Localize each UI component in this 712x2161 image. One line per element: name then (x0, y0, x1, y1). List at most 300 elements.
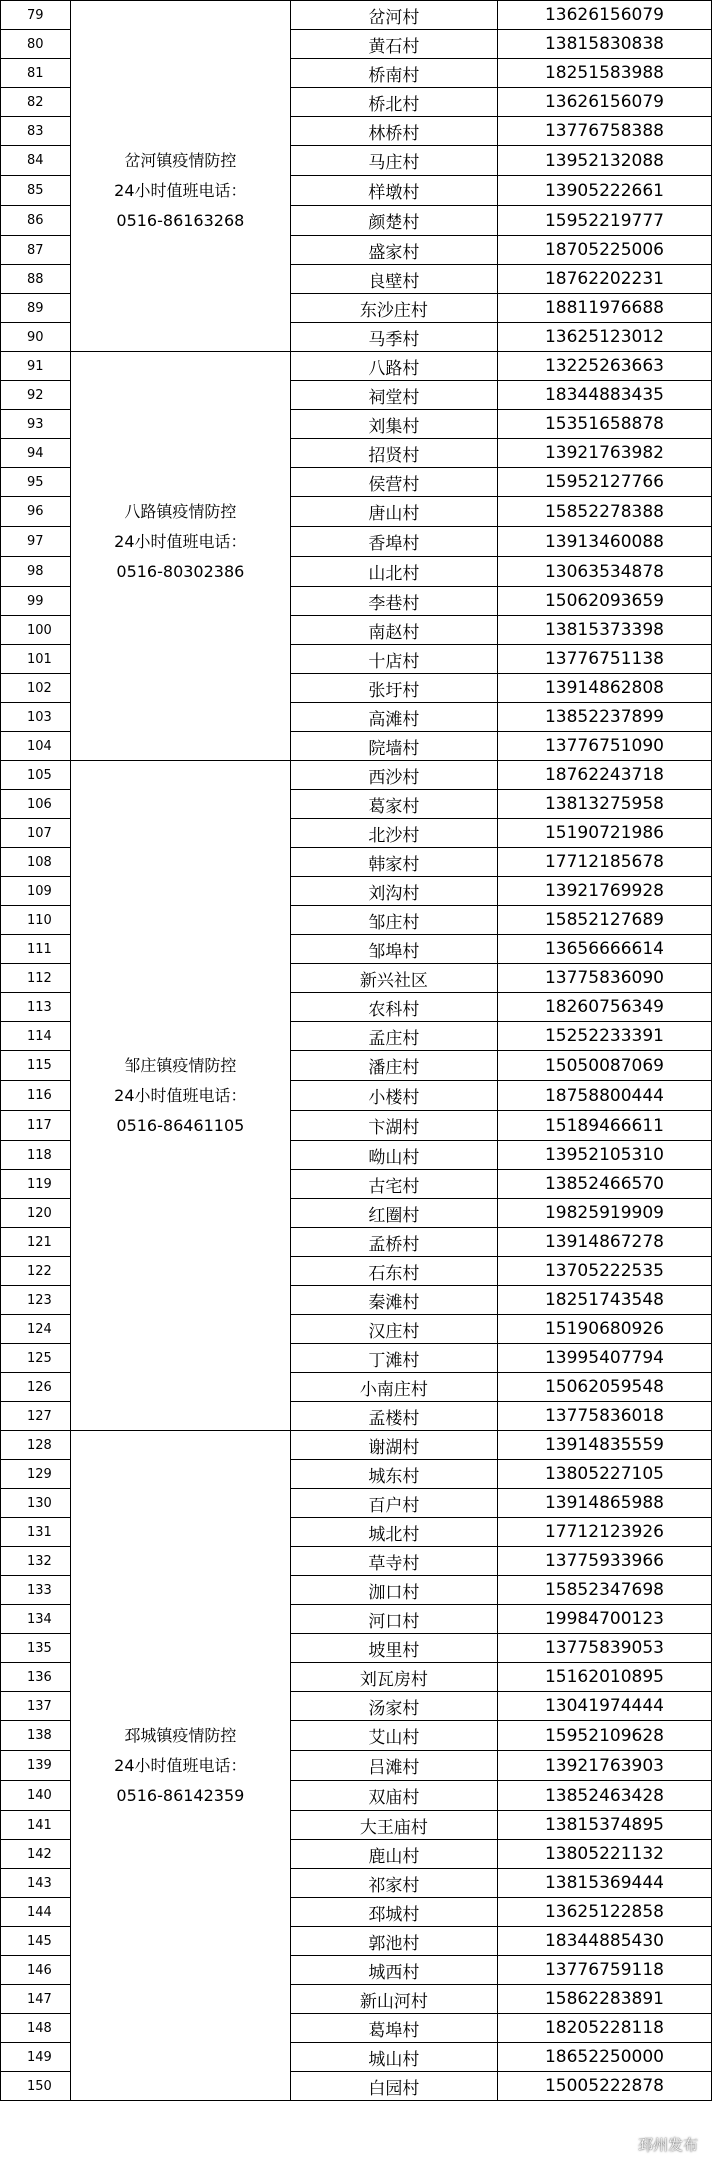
table-row (1, 1927, 712, 1956)
phone-number: 19825919909 (497, 1199, 711, 1228)
town-cell (70, 265, 290, 294)
table-row (1, 1576, 712, 1605)
table-row (1, 352, 712, 381)
town-cell (70, 1751, 290, 1781)
table-row (1, 587, 712, 616)
table-row (1, 2014, 712, 2043)
town-cell (70, 352, 290, 381)
village-name: 唐山村 (290, 497, 497, 527)
town-cell (70, 1081, 290, 1111)
table-row (1, 1402, 712, 1431)
phone-number: 18205228118 (497, 2014, 711, 2043)
row-number: 98 (1, 557, 71, 587)
table-row (1, 1489, 712, 1518)
table-row (1, 819, 712, 848)
town-cell (70, 1781, 290, 1811)
town-cell (70, 935, 290, 964)
phone-number: 15852347698 (497, 1576, 711, 1605)
phone-number: 13656666614 (497, 935, 711, 964)
town-cell (70, 323, 290, 352)
phone-number: 13995407794 (497, 1344, 711, 1373)
table-row (1, 761, 712, 790)
table-row (1, 236, 712, 265)
row-number: 88 (1, 265, 71, 294)
phone-number: 18652250000 (497, 2043, 711, 2072)
row-number: 119 (1, 1170, 71, 1199)
town-cell (70, 906, 290, 935)
town-cell (70, 88, 290, 117)
row-number: 136 (1, 1663, 71, 1692)
row-number: 142 (1, 1840, 71, 1869)
row-number: 107 (1, 819, 71, 848)
town-hotline-line: 岔河镇疫情防控 (124, 150, 237, 170)
row-number: 138 (1, 1721, 71, 1751)
row-number: 97 (1, 527, 71, 557)
row-number: 146 (1, 1956, 71, 1985)
phone-number: 18251743548 (497, 1286, 711, 1315)
table-row (1, 2043, 712, 2072)
village-name: 草寺村 (290, 1547, 497, 1576)
village-name: 北沙村 (290, 819, 497, 848)
village-name: 吕滩村 (290, 1751, 497, 1781)
table-row (1, 1111, 712, 1141)
village-name: 李巷村 (290, 587, 497, 616)
row-number: 91 (1, 352, 71, 381)
village-name: 鹿山村 (290, 1840, 497, 1869)
table-row (1, 1, 712, 30)
row-number: 145 (1, 1927, 71, 1956)
row-number: 125 (1, 1344, 71, 1373)
town-cell (70, 59, 290, 88)
town-cell (70, 877, 290, 906)
table-row (1, 1781, 712, 1811)
village-name: 双庙村 (290, 1781, 497, 1811)
village-name: 桥北村 (290, 88, 497, 117)
phone-number: 18762243718 (497, 761, 711, 790)
table-row (1, 1605, 712, 1634)
town-cell (70, 761, 290, 790)
row-number: 113 (1, 993, 71, 1022)
village-name: 秦滩村 (290, 1286, 497, 1315)
village-name: 孟桥村 (290, 1228, 497, 1257)
phone-number: 15062093659 (497, 587, 711, 616)
town-cell (70, 964, 290, 993)
village-name: 新兴社区 (290, 964, 497, 993)
phone-number: 13815374895 (497, 1811, 711, 1840)
table-row (1, 1721, 712, 1751)
town-cell (70, 790, 290, 819)
village-name: 张圩村 (290, 674, 497, 703)
town-cell (70, 410, 290, 439)
town-cell (70, 1811, 290, 1840)
town-cell (70, 1489, 290, 1518)
phone-number: 15190680926 (497, 1315, 711, 1344)
village-name: 百户村 (290, 1489, 497, 1518)
village-name: 山北村 (290, 557, 497, 587)
village-name: 石东村 (290, 1257, 497, 1286)
table-row (1, 206, 712, 236)
row-number: 140 (1, 1781, 71, 1811)
village-name: 马庄村 (290, 146, 497, 176)
row-number: 120 (1, 1199, 71, 1228)
table-row (1, 1840, 712, 1869)
phone-number: 13626156079 (497, 1, 711, 30)
phone-number: 13041974444 (497, 1692, 711, 1721)
row-number: 132 (1, 1547, 71, 1576)
village-name: 岔河村 (290, 1, 497, 30)
phone-number: 13776758388 (497, 117, 711, 146)
table-row (1, 616, 712, 645)
village-name: 祠堂村 (290, 381, 497, 410)
village-name: 高滩村 (290, 703, 497, 732)
row-number: 111 (1, 935, 71, 964)
village-name: 汉庄村 (290, 1315, 497, 1344)
row-number: 135 (1, 1634, 71, 1663)
town-cell (70, 468, 290, 497)
village-name: 农科村 (290, 993, 497, 1022)
town-cell (70, 1257, 290, 1286)
village-name: 古宅村 (290, 1170, 497, 1199)
table-row (1, 1956, 712, 1985)
row-number: 81 (1, 59, 71, 88)
phone-number: 15062059548 (497, 1373, 711, 1402)
town-cell (70, 616, 290, 645)
village-name: 小楼村 (290, 1081, 497, 1111)
town-cell (70, 1605, 290, 1634)
village-name: 丁滩村 (290, 1344, 497, 1373)
row-number: 147 (1, 1985, 71, 2014)
village-name: 南赵村 (290, 616, 497, 645)
town-cell (70, 381, 290, 410)
phone-number: 15952219777 (497, 206, 711, 236)
table-row (1, 146, 712, 176)
town-cell (70, 993, 290, 1022)
table-row (1, 1692, 712, 1721)
phone-number: 13952105310 (497, 1141, 711, 1170)
phone-number: 13914835559 (497, 1431, 711, 1460)
table-row (1, 117, 712, 146)
town-cell (70, 819, 290, 848)
row-number: 82 (1, 88, 71, 117)
row-number: 122 (1, 1257, 71, 1286)
phone-number: 13063534878 (497, 557, 711, 587)
town-cell (70, 1634, 290, 1663)
village-name: 泇口村 (290, 1576, 497, 1605)
table-row (1, 1985, 712, 2014)
row-number: 93 (1, 410, 71, 439)
row-number: 144 (1, 1898, 71, 1927)
town-hotline-line: 24小时值班电话： (114, 1085, 247, 1105)
row-number: 90 (1, 323, 71, 352)
village-name: 招贤村 (290, 439, 497, 468)
table-row (1, 1228, 712, 1257)
row-number: 118 (1, 1141, 71, 1170)
phone-number: 13914867278 (497, 1228, 711, 1257)
village-name: 刘沟村 (290, 877, 497, 906)
table-row (1, 1051, 712, 1081)
table-row (1, 1170, 712, 1199)
town-cell (70, 587, 290, 616)
town-cell (70, 497, 290, 527)
village-name: 城东村 (290, 1460, 497, 1489)
town-cell (70, 1315, 290, 1344)
town-cell (70, 1840, 290, 1869)
row-number: 96 (1, 497, 71, 527)
row-number: 130 (1, 1489, 71, 1518)
table-row (1, 703, 712, 732)
town-cell (70, 674, 290, 703)
phone-number: 13921769928 (497, 877, 711, 906)
village-name: 邹埠村 (290, 935, 497, 964)
phone-number: 18762202231 (497, 265, 711, 294)
town-cell (70, 1344, 290, 1373)
phone-number: 15162010895 (497, 1663, 711, 1692)
phone-number: 13921763982 (497, 439, 711, 468)
phone-number: 15005222878 (497, 2072, 711, 2101)
phone-number: 17712123926 (497, 1518, 711, 1547)
village-name: 城西村 (290, 1956, 497, 1985)
town-hotline-line: 邳城镇疫情防控 (124, 1725, 237, 1745)
row-number: 143 (1, 1869, 71, 1898)
town-hotline-line: 八路镇疫情防控 (124, 501, 237, 521)
table-row (1, 1286, 712, 1315)
row-number: 103 (1, 703, 71, 732)
phone-number: 13776751090 (497, 732, 711, 761)
row-number: 133 (1, 1576, 71, 1605)
table-row (1, 557, 712, 587)
table-row (1, 439, 712, 468)
row-number: 105 (1, 761, 71, 790)
phone-number: 15952109628 (497, 1721, 711, 1751)
table-row (1, 1518, 712, 1547)
watermark: 邳州发布 (637, 2136, 698, 2154)
row-number: 89 (1, 294, 71, 323)
phone-number: 13815373398 (497, 616, 711, 645)
phone-number: 19984700123 (497, 1605, 711, 1634)
phone-number: 13776759118 (497, 1956, 711, 1985)
village-name: 红圈村 (290, 1199, 497, 1228)
row-number: 86 (1, 206, 71, 236)
town-cell (70, 294, 290, 323)
row-number: 106 (1, 790, 71, 819)
phone-number: 15190721986 (497, 819, 711, 848)
village-name: 河口村 (290, 1605, 497, 1634)
table-row (1, 59, 712, 88)
table-row (1, 294, 712, 323)
table-row (1, 1081, 712, 1111)
row-number: 134 (1, 1605, 71, 1634)
village-name: 院墙村 (290, 732, 497, 761)
table-row (1, 1898, 712, 1927)
phone-number: 13813275958 (497, 790, 711, 819)
village-name: 东沙庄村 (290, 294, 497, 323)
table-row (1, 1315, 712, 1344)
phone-number: 13914862808 (497, 674, 711, 703)
row-number: 148 (1, 2014, 71, 2043)
town-cell (70, 1898, 290, 1927)
row-number: 114 (1, 1022, 71, 1051)
village-name: 郭池村 (290, 1927, 497, 1956)
table-row (1, 732, 712, 761)
town-cell (70, 30, 290, 59)
town-cell (70, 527, 290, 557)
table-row (1, 1199, 712, 1228)
row-number: 110 (1, 906, 71, 935)
village-name: 林桥村 (290, 117, 497, 146)
row-number: 116 (1, 1081, 71, 1111)
town-cell (70, 1431, 290, 1460)
phone-number: 13626156079 (497, 88, 711, 117)
village-name: 潘庄村 (290, 1051, 497, 1081)
town-cell (70, 1460, 290, 1489)
row-number: 123 (1, 1286, 71, 1315)
phone-number: 18344883435 (497, 381, 711, 410)
town-hotline-line: 邹庄镇疫情防控 (124, 1055, 237, 1075)
village-name: 卞湖村 (290, 1111, 497, 1141)
town-cell (70, 176, 290, 206)
town-cell (70, 117, 290, 146)
row-number: 112 (1, 964, 71, 993)
row-number: 126 (1, 1373, 71, 1402)
row-number: 102 (1, 674, 71, 703)
table-row (1, 848, 712, 877)
table-row (1, 645, 712, 674)
phone-number: 13705222535 (497, 1257, 711, 1286)
phone-number: 18758800444 (497, 1081, 711, 1111)
town-cell (70, 206, 290, 236)
town-cell (70, 1518, 290, 1547)
town-cell (70, 1, 290, 30)
town-hotline-line: 0516-86163268 (116, 210, 245, 230)
phone-number: 13625122858 (497, 1898, 711, 1927)
phone-number: 13815830838 (497, 30, 711, 59)
village-name: 刘瓦房村 (290, 1663, 497, 1692)
phone-number: 18260756349 (497, 993, 711, 1022)
town-cell (70, 236, 290, 265)
village-name: 样墩村 (290, 176, 497, 206)
table-row (1, 410, 712, 439)
phone-number: 15862283891 (497, 1985, 711, 2014)
row-number: 79 (1, 1, 71, 30)
table-row (1, 877, 712, 906)
village-name: 韩家村 (290, 848, 497, 877)
town-hotline-line: 24小时值班电话： (114, 180, 247, 200)
town-cell (70, 1051, 290, 1081)
phone-number: 18344885430 (497, 1927, 711, 1956)
table-row (1, 1257, 712, 1286)
town-cell (70, 1692, 290, 1721)
row-number: 141 (1, 1811, 71, 1840)
town-cell (70, 2043, 290, 2072)
town-hotline-line: 0516-86142359 (116, 1785, 245, 1805)
table-row (1, 1547, 712, 1576)
town-cell (70, 1199, 290, 1228)
town-cell (70, 1985, 290, 2014)
row-number: 127 (1, 1402, 71, 1431)
village-name: 颜楚村 (290, 206, 497, 236)
phone-number: 15189466611 (497, 1111, 711, 1141)
row-number: 117 (1, 1111, 71, 1141)
table-row (1, 1634, 712, 1663)
row-number: 109 (1, 877, 71, 906)
village-name: 艾山村 (290, 1721, 497, 1751)
town-cell (70, 146, 290, 176)
town-cell (70, 2072, 290, 2101)
phone-number: 13775836090 (497, 964, 711, 993)
town-cell (70, 848, 290, 877)
row-number: 95 (1, 468, 71, 497)
village-name: 邹庄村 (290, 906, 497, 935)
phone-number: 13852237899 (497, 703, 711, 732)
table-row (1, 906, 712, 935)
row-number: 129 (1, 1460, 71, 1489)
phone-number: 15351658878 (497, 410, 711, 439)
row-number: 128 (1, 1431, 71, 1460)
village-name: 十店村 (290, 645, 497, 674)
phone-number: 18251583988 (497, 59, 711, 88)
village-name: 香埠村 (290, 527, 497, 557)
town-cell (70, 1547, 290, 1576)
table-row (1, 381, 712, 410)
town-cell (70, 1111, 290, 1141)
phone-number: 15050087069 (497, 1051, 711, 1081)
table-row (1, 265, 712, 294)
phone-number: 18811976688 (497, 294, 711, 323)
table-row (1, 790, 712, 819)
table-row (1, 964, 712, 993)
row-number: 115 (1, 1051, 71, 1081)
phone-number: 13914865988 (497, 1489, 711, 1518)
table-row (1, 935, 712, 964)
phone-number: 13852466570 (497, 1170, 711, 1199)
row-number: 150 (1, 2072, 71, 2101)
table-row (1, 1141, 712, 1170)
town-cell (70, 1402, 290, 1431)
row-number: 104 (1, 732, 71, 761)
town-cell (70, 1022, 290, 1051)
phone-number: 13805221132 (497, 1840, 711, 1869)
town-cell (70, 1576, 290, 1605)
table-row (1, 1431, 712, 1460)
table-row (1, 1869, 712, 1898)
village-name: 黄石村 (290, 30, 497, 59)
phone-number: 13775839053 (497, 1634, 711, 1663)
town-cell (70, 1373, 290, 1402)
row-number: 137 (1, 1692, 71, 1721)
table-row (1, 176, 712, 206)
table-row (1, 30, 712, 59)
village-name: 白园村 (290, 2072, 497, 2101)
phone-number: 13905222661 (497, 176, 711, 206)
village-name: 城山村 (290, 2043, 497, 2072)
phone-number: 15852127689 (497, 906, 711, 935)
row-number: 92 (1, 381, 71, 410)
phone-number: 13815369444 (497, 1869, 711, 1898)
village-name: 八路村 (290, 352, 497, 381)
contact-table-body (1, 1, 712, 2101)
phone-number: 13776751138 (497, 645, 711, 674)
table-row (1, 993, 712, 1022)
town-cell (70, 2014, 290, 2043)
phone-number: 13625123012 (497, 323, 711, 352)
town-cell (70, 645, 290, 674)
town-hotline-line: 0516-80302386 (116, 561, 245, 581)
town-hotline-line: 24小时值班电话： (114, 531, 247, 551)
town-cell (70, 557, 290, 587)
village-name: 祁家村 (290, 1869, 497, 1898)
village-name: 西沙村 (290, 761, 497, 790)
row-number: 131 (1, 1518, 71, 1547)
